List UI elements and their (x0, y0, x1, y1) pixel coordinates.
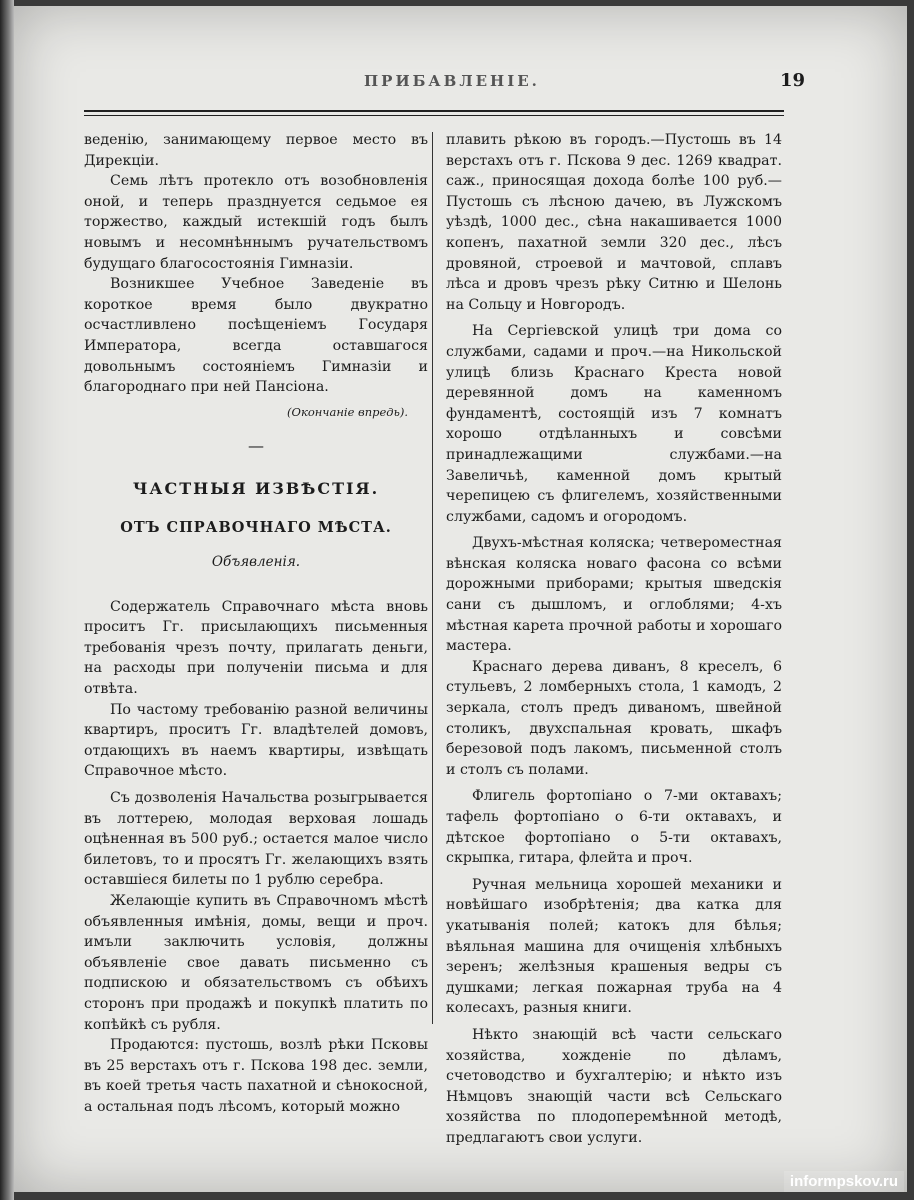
paragraph: Содержатель Справочнаго мѣста вновь проситъ Гг. присылающихъ письменныя требованія чрезъ почту, прилагать деньги, на расходы при полученіи письма и для отвѣта. (84, 598, 428, 698)
subsection-title: ОТЪ СПРАВОЧНАГО МѢСТА. (120, 518, 392, 536)
separator-dash: — (248, 436, 264, 456)
paragraph: Съ дозволенія Начальства розыгрывается въ лоттерею, молодая верховая лошадь оцѣненная въ 500 руб.; остается малое число билетовъ, то и просятъ Гг. желающихъ взять оставшіеся билеты по 1 рублю серебра. (84, 790, 428, 889)
paragraph: Флигель фортопіано о 7-ми октавахъ; тафель фортопіано о 6-ти октавахъ, и дѣтское фортопіано о 5-ти октавахъ, скрыпка, гитара, флейта и проч. (446, 788, 782, 867)
page-number: 19 (780, 70, 806, 91)
paragraph: веденію, занимающему первое место въ Дирекціи. (84, 132, 428, 169)
paragraph: Двухъ-мѣстная коляска; четвероместная вѣнская коляска новаго фасона со всѣми дорожными приборами; крытыя шведскія сани съ дышломъ, и оглоблями; 4-хъ мѣстная карета прочной работы и хорошаго мастера. (446, 535, 782, 655)
running-title: ПРИБАВЛЕНІЕ. (364, 72, 540, 90)
site-watermark: informpskov.ru (784, 1171, 904, 1192)
paragraph: Краснаго дерева диванъ, 8 креселъ, 6 стульевъ, 2 ломберныхъ стола, 1 камодъ, 2 зеркала, столъ предъ диваномъ, швейной столикъ, двухспальная кровать, шкафъ березовой подъ лакомъ, письменной столъ и столъ съ полами. (446, 658, 782, 778)
section-title: ЧАСТНЫЯ ИЗВѢСТІЯ. (132, 478, 380, 498)
subsection-subtitle: Объявленія. (211, 554, 301, 571)
header-rule (84, 110, 784, 112)
right-column (446, 130, 782, 1149)
paragraph: На Сергіевской улицѣ три дома со службами, садами и проч.—на Никольской улицѣ близь Краснаго Креста новой деревянной домъ на каменномъ фундаментѣ, состоящій изъ 7 комнатъ хорошо отдѣланныхъ и совсѣми принадлежащими службами.—на Завеличьѣ, каменной домъ крытый черепицею съ флигелемъ, хозяйственными службами, садомъ и огородомъ. (446, 323, 782, 525)
left-column (84, 130, 428, 1118)
paragraph: По частому требованію разной величины квартиръ, проситъ Гг. владѣтелей домовъ, отдающихъ въ наемъ квартиры, извѣщать Справочное мѣсто. (84, 701, 428, 780)
continuation-note: (Окончаніе впредь). (287, 404, 408, 419)
paragraph: Возникшее Учебное Заведеніе въ короткое время было двукратно осчастливлено посѣщеніемъ Государя Императора, всегда оставшагося довольнымъ состояніемъ Гимназіи и благороднаго при ней Пансіона. (84, 276, 428, 396)
header-rule-thin (84, 115, 784, 116)
paragraph: Нѣкто знающій всѣ части сельскаго хозяйства, хожденіе по дѣламъ, счетоводство и бухгалтерію; и нѣкто изъ Нѣмцовъ знающій части всѣ Сельскаго хозяйства по плодоперемѣнной методѣ, предлагаютъ свои услуги. (446, 1026, 782, 1146)
paragraph: Ручная мельница хорошей механики и новѣйшаго изобрѣтенія; два катка для укатыванія полей; катокъ для бѣлья; вѣяльная машина для очищенія хлѣбныхъ зеренъ; желѣзныя крашеныя ведры съ душками; легкая пожарная труба на 4 колесахъ, разныя книги. (446, 876, 782, 1017)
paragraph: Желающіе купить въ Справочномъ мѣстѣ объявленныя имѣнія, домы, вещи и проч. имъли заключить условія, должны объявленіе свое давать письменно съ подпискою и обязательствомъ съ обѣихъ сторонъ при продажѣ и покупкѣ платить по копѣйкѣ съ рубля. (84, 893, 428, 1033)
book-binding-edge (0, 0, 14, 1200)
paragraph: плавить рѣкою въ городъ.—Пустошь въ 14 верстахъ отъ г. Пскова 9 дес. 1269 квадрат. саж., приносящая дохода болѣе 100 руб.—Пустошь съ лѣсною дачею, въ Лужскомъ уѣздѣ, 1000 дес., сѣна накашивается 1000 копенъ, пахатной земли 320 дес., лѣсъ дровяной, строевой и мачтовой, сплавъ лѣса и дровъ чрезъ рѣку Ситню и Шелонь на Сольцу и Новгородъ. (446, 132, 782, 313)
column-divider (432, 132, 433, 1024)
paragraph: Продаются: пустошь, возлѣ рѣки Псковы въ 25 верстахъ отъ г. Пскова 198 дес. земли, въ коей третья часть пахатной и сѣнокосной, а остальная подъ лѣсомъ, который можно (84, 1037, 428, 1115)
paragraph: Семь лѣтъ протекло отъ возобновленія оной, и теперь празднуется седьмое ея торжество, каждый истекшій годъ былъ новымъ и несомнѣннымъ ручательствомъ будущаго благосостоянія Гимназіи. (84, 173, 428, 272)
